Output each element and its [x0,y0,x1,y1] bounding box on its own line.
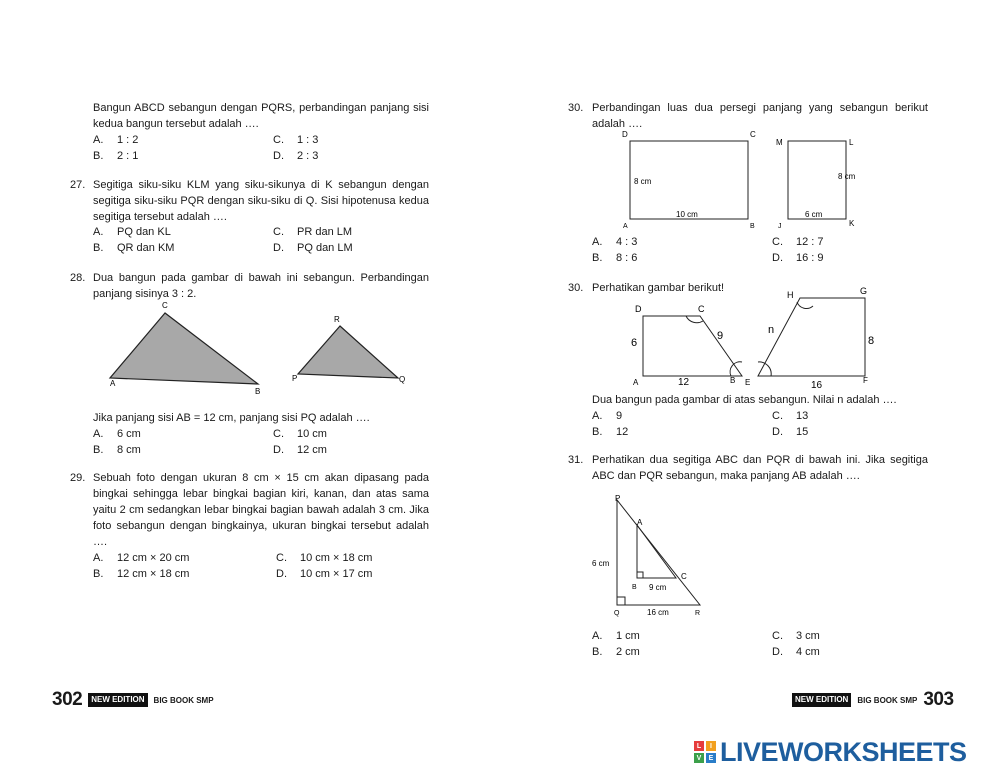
triangle-pqr [298,326,398,378]
option-d[interactable]: D. 16 : 9 [772,252,824,264]
question-28-text: Dua bangun pada gambar di bawah ini sebangun. Perbandingan panjang sisinya 3 : 2. [93,272,429,300]
liveworksheets-logo [694,734,967,770]
option-c[interactable]: C. 12 : 7 [772,236,824,248]
question-28-prompt: Jika panjang sisi AB = 12 cm, panjang sisi PQ adalah …. [93,412,370,424]
figure-similar-trapezoids [625,284,890,392]
question-31 [568,452,928,484]
label-6: 6 [631,337,638,349]
triangle-abc [110,313,258,384]
trapezoid-efgh [758,298,865,376]
question-number: 30. [568,282,584,294]
page-number: 303 [923,689,954,710]
question-29-options [93,550,429,582]
label-8cm: 8 cm [634,177,652,186]
question-29-text: Sebuah foto dengan ukuran 8 cm × 15 cm akan dipasang pada bingkai sehingga lebar bingkai bagian kiri, kanan, dan atas sama yaitu 2 cm sedangkan lebar bingkai bagian bawah adalah 3 cm. Jika foto sebangun dengan bingkainya, ukuran bingkai tersebut adalah …. [93,472,429,548]
question-30b-text: Perhatikan gambar berikut! [592,282,725,294]
angle-h-mark [797,302,813,309]
label-g: G [860,286,868,296]
question-29 [70,470,429,550]
figure-similar-triangles [100,298,430,398]
option-c[interactable]: C. 3 cm [772,630,820,642]
figure-similar-rectangles [615,127,865,233]
label-a: A [637,518,643,527]
right-angle-b [637,572,643,578]
label-d: D [635,304,642,314]
label-side-jk: 6 cm [805,210,823,219]
book-title: BIG BOOK SMP [153,695,214,705]
option-d[interactable]: D. PQ dan LM [273,242,353,254]
question-number: 27. [70,179,86,191]
option-b[interactable]: B. 8 cm [93,444,141,456]
question-30b-prompt: Dua bangun pada gambar di atas sebangun. Nilai n adalah …. [592,394,897,406]
label-p: P [292,374,298,383]
option-b[interactable]: B. QR dan KM [93,242,175,254]
option-a[interactable]: A. 9 [592,410,623,422]
option-d[interactable]: D. 4 cm [772,646,820,658]
option-b[interactable]: B. 2 : 1 [93,150,139,162]
label-10cm: 10 cm [676,210,698,219]
label-q: Q [614,610,620,617]
option-a[interactable]: A. 4 : 3 [592,236,638,248]
label-c: C [162,301,168,310]
label-12: 12 [678,377,690,388]
question-26-options [93,132,429,164]
label-d: D [622,130,628,139]
label-l: L [849,138,854,147]
label-b: B [750,223,755,230]
label-q: Q [399,375,406,384]
label-c: C [750,130,756,139]
question-number: 28. [70,272,86,284]
label-j: J [778,223,782,230]
right-page [500,0,1000,772]
question-26 [93,100,429,132]
label-n: n [768,324,775,336]
label-b: B [730,376,736,385]
page-footer-left [52,688,214,712]
label-a: A [623,223,628,230]
logo-cell-l: L [694,741,704,751]
book-title: BIG BOOK SMP [857,695,918,705]
label-side-kl: 8 cm [838,172,856,181]
option-a[interactable]: A. PQ dan KL [93,226,171,238]
question-number: 30. [568,102,584,114]
option-a[interactable]: A. 12 cm × 20 cm [93,552,190,564]
option-b[interactable]: B. 12 cm × 18 cm [93,568,190,580]
option-b[interactable]: B. 8 : 6 [592,252,638,264]
label-p: P [615,494,621,503]
label-b: B [255,387,261,396]
question-30a-text: Perbandingan luas dua persegi panjang yang sebangun berikut adalah …. [592,102,928,130]
right-angle-q [617,597,625,605]
question-27-text: Segitiga siku-siku KLM yang siku-sikunya di K sebangun dengan segitiga siku-siku PQR dengan siku-siku di Q. Sisi hipotenusa kedua segitiga tersebut adalah …. [93,179,429,223]
label-f: F [863,376,868,385]
edition-badge: NEW EDITION [792,693,851,707]
question-26-text: Bangun ABCD sebangun dengan PQRS, perbandingan panjang sisi kedua bangun tersebut adalah …. [93,102,429,130]
option-d[interactable]: D. 15 [772,426,809,438]
option-c[interactable]: C. 10 cm [273,428,327,440]
label-16: 16 [811,380,823,391]
label-r: R [334,315,340,324]
question-28-options [93,426,429,458]
label-9cm: 9 cm [649,583,667,592]
logo-cell-i: I [706,741,716,751]
logo-wordmark: LIVEWORKSHEETS [720,736,967,767]
label-8: 8 [868,335,875,347]
question-31-options [592,628,928,660]
option-b[interactable]: B. 2 cm [592,646,640,658]
label-e: E [745,378,751,387]
logo-cell-e: E [706,753,716,763]
option-c[interactable]: C. 13 [772,410,809,422]
option-d[interactable]: D. 10 cm × 17 cm [276,568,373,580]
question-27 [70,177,429,225]
option-a[interactable]: A. 6 cm [93,428,141,440]
label-c: C [698,304,705,314]
question-number: 29. [70,472,86,484]
option-d[interactable]: D. 2 : 3 [273,150,319,162]
label-a: A [633,378,639,387]
option-b[interactable]: B. 12 [592,426,629,438]
page-number: 302 [52,689,83,710]
figure-nested-triangles [592,492,722,622]
question-30a-options [592,234,928,266]
label-m: M [776,138,783,147]
logo-cell-v: V [694,753,704,763]
label-r: R [695,610,701,617]
label-6cm: 6 cm [592,559,610,568]
label-a: A [110,379,116,388]
triangle-abc [637,525,676,578]
label-c: C [681,572,687,581]
option-c[interactable]: C. PR dan LM [273,226,353,238]
label-k: K [849,219,855,228]
edition-badge: NEW EDITION [88,693,147,707]
option-a[interactable]: A. 1 cm [592,630,640,642]
label-9: 9 [717,330,724,342]
question-31-text: Perhatikan dua segitiga ABC dan PQR di bawah ini. Jika segitiga ABC dan PQR sebangun, maka panjang AB adalah …. [592,454,928,482]
trapezoid-abcd [643,316,742,376]
logo-icon [694,741,716,763]
question-27-options [93,224,429,256]
option-c[interactable]: C. 1 : 3 [273,134,319,146]
option-d[interactable]: D. 12 cm [273,444,327,456]
question-30b-options [592,408,928,440]
question-number: 31. [568,454,584,466]
label-16cm: 16 cm [647,608,669,617]
label-b: B [632,584,637,591]
page-footer-right [792,688,954,712]
option-a[interactable]: A. 1 : 2 [93,134,139,146]
option-c[interactable]: C. 10 cm × 18 cm [276,552,373,564]
label-h: H [787,290,794,300]
